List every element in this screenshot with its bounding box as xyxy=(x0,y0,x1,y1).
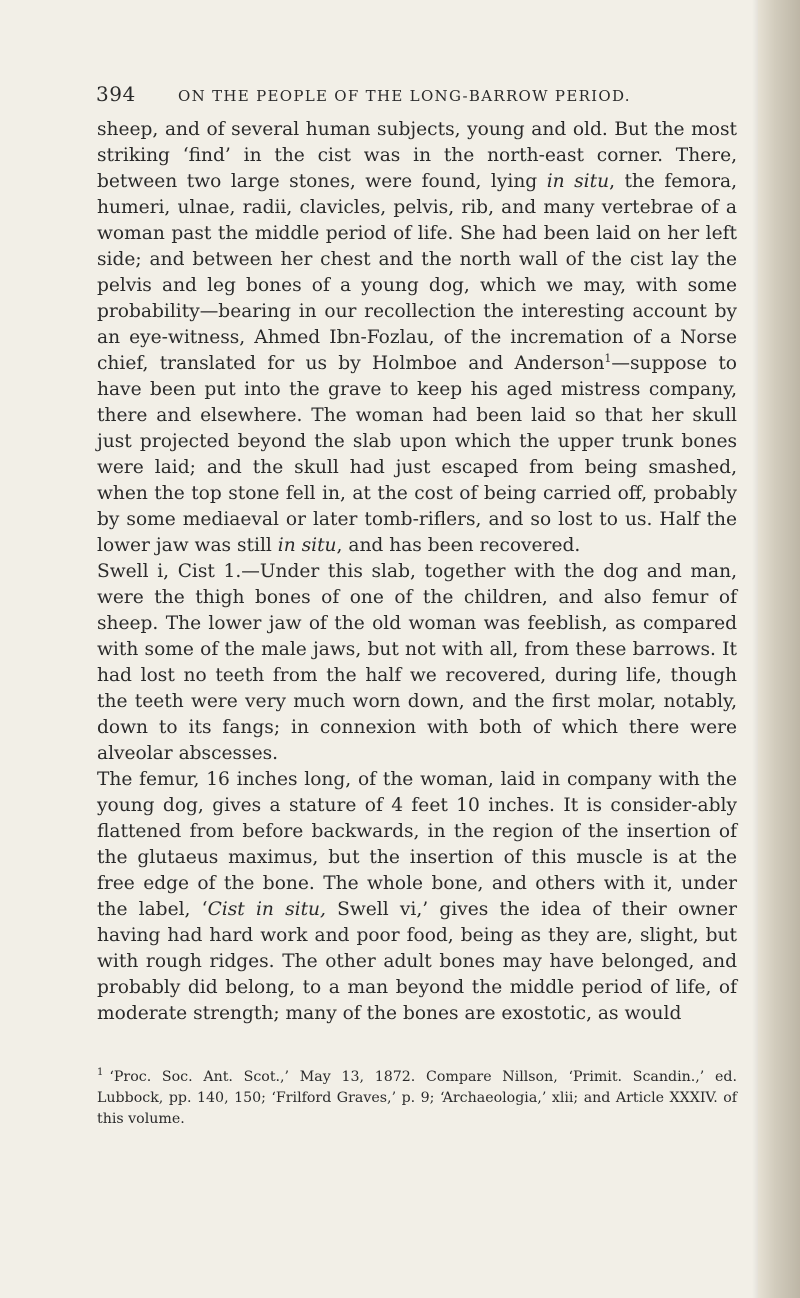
paragraph-1 xyxy=(97,117,737,559)
page-number: 394 xyxy=(96,82,136,106)
p1-text-c: —suppose to have been put into the grave to keep his aged mistress company, there and elsewhere. The woman had been laid so that her skull just projected beyond the slab upon which the upper trunk bones were laid; and the skull had just escaped from being smashed, when the top stone fell in, at the cost of being carried off, probably by some mediaeval or later tomb-riflers, and so lost to us. Half the lower jaw was still xyxy=(97,353,737,556)
running-title: ON THE PEOPLE OF THE LONG-BARROW PERIOD. xyxy=(178,87,631,105)
page-edge xyxy=(758,0,800,1298)
footnote-reference: 1 xyxy=(604,351,612,365)
p3-text-a: The femur, 16 inches long, of the woman, laid in company with the young dog, gives a stature of 4 feet 10 inches. It is consider-ably flattened from before backwards, in the region of the insertion of the glutaeus maximus, but the insertion of this muscle is at the free edge of the bone. The whole bone, and others with it, under the label, ‘ xyxy=(97,769,737,920)
footnotes xyxy=(97,1067,737,1130)
body-text xyxy=(97,117,737,1027)
p3-italic-label: Cist in situ, xyxy=(207,899,326,920)
p1-text-d: , and has been recovered. xyxy=(336,535,581,556)
footnote-mark: 1 xyxy=(97,1067,104,1079)
page-header xyxy=(96,82,736,108)
p1-text-a: sheep, and of several human subjects, young and old. But the most striking ‘find’ in the cist was in the north-east corner. There, between two large stones, were found, lying xyxy=(97,119,737,192)
p1-italic-in-situ-1: in situ xyxy=(546,171,610,192)
paragraph-2: Swell i, Cist 1.—Under this slab, together with the dog and man, were the thigh bones of one of the children, and also femur of sheep. The lower jaw of the old woman was feeblish, as compared with some of the male jaws, but not with all, from these barrows. It had lost no teeth from the half we recovered, during life, though the teeth were very much worn down, and the first molar, notably, down to its fangs; in connexion with both of which there were alveolar abscesses. xyxy=(97,561,737,764)
p1-text-b: , the femora, humeri, ulnae, radii, clavicles, pelvis, rib, and many vertebrae of a woman past the middle period of life. She had been laid on her left side; and between her chest and the north wall of the cist lay the pelvis and leg bones of a young dog, which we may, with some probability—bearing in our recollection the interesting account by an eye-witness, Ahmed Ibn-Fozlau, of the incremation of a Norse chief, translated for us by Holmboe and Anderson xyxy=(97,171,738,374)
p3-text-b: Swell vi,’ gives the idea of their owner having had hard work and poor food, being as they are, slight, but with rough ridges. The other adult bones may have belonged, and probably did belong, to a man beyond the middle period of life, of moderate strength; many of the bones are exostotic, as would xyxy=(97,899,738,1024)
p1-italic-in-situ-2: in situ xyxy=(277,535,337,556)
footnote-text: ‘Proc. Soc. Ant. Scot.,’ May 13, 1872. Compare Nillson, ‘Primit. Scandin.,’ ed. Lubbock, pp. 140, 150; ‘Frilford Graves,’ p. 9; ‘Archaeologia,’ xlii; and Article XXXIV. of this volume. xyxy=(97,1069,737,1127)
paragraph-3 xyxy=(97,767,737,1027)
